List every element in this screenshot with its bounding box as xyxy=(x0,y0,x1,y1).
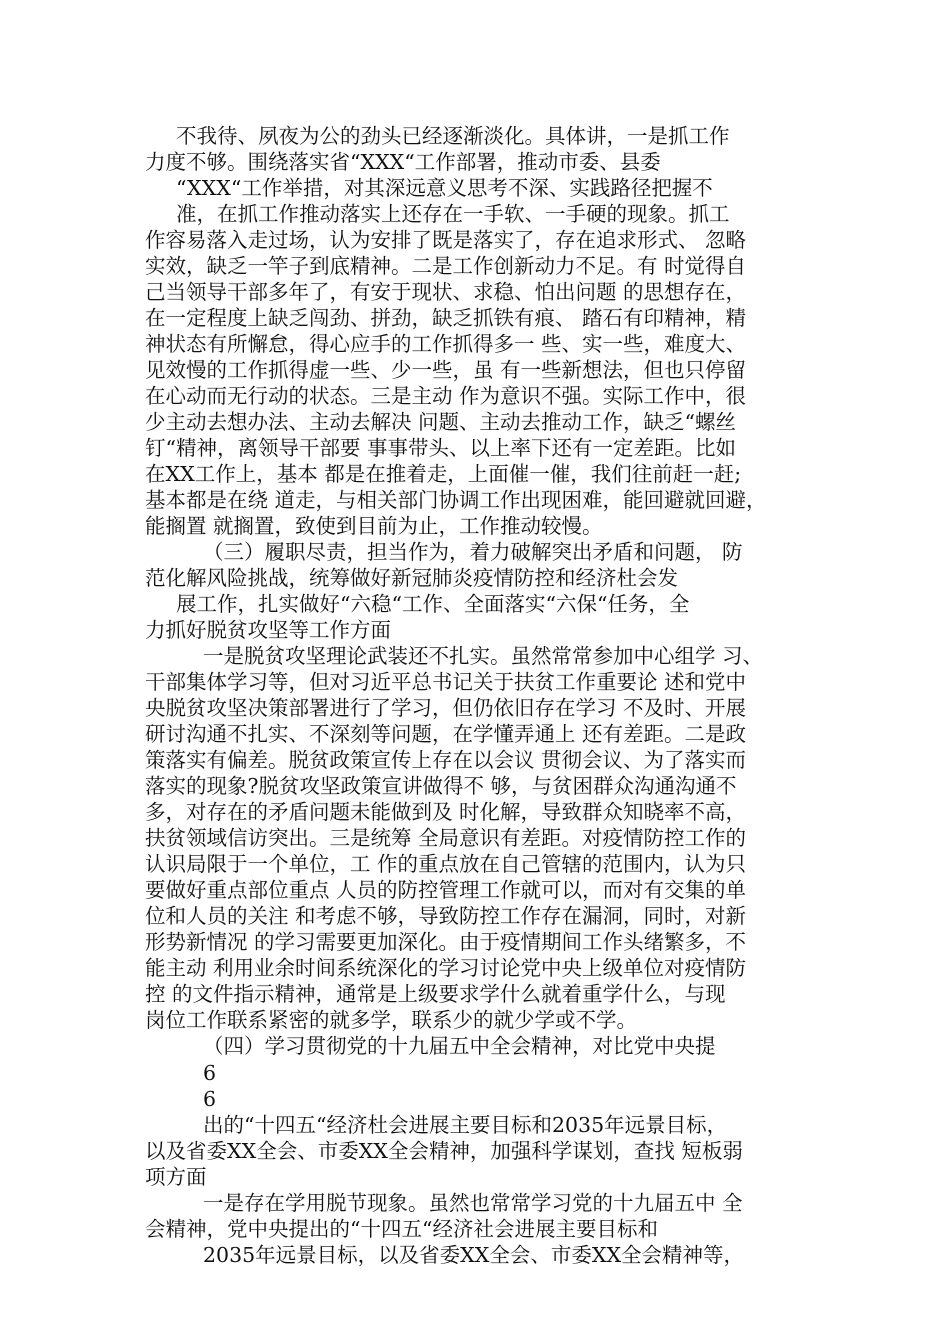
text-line: “XXX“工作举措，对其深远意义思考不深、实践路径把握不 xyxy=(176,176,713,200)
text-line: 己当领导干部多年了，有安于现状、求稳、怕出问题 的思想存在， xyxy=(145,280,747,304)
text-line: 不我待、夙夜为公的劲头已经逐渐淡化。具体讲，一是抓工作 xyxy=(176,124,730,148)
text-line: 力抓好脱贫攻坚等工作方面 xyxy=(145,618,391,642)
text-line: 在心动而无行动的状态。三是主动 作为意识不强。实际工作中，很 xyxy=(145,384,747,408)
text-line: 研讨沟通不扎实、不深刻等问题，在学懂弄通上 还有差距。二是政 xyxy=(145,722,747,746)
text-line: 一是存在学用脱节现象。虽然也常常学习党的十九届五中 全 xyxy=(203,1191,743,1215)
text-line: 能搁置 就搁置，致使到目前为止，工作推动较慢。 xyxy=(145,514,603,538)
text-line: 2035年远景目标，以及省委XX全会、市委XX全会精神等， xyxy=(203,1243,745,1267)
text-line: 策落实有偏差。脱贫政策宣传上存在以会议 贯彻会议、为了落实而 xyxy=(145,748,747,772)
text-line: 见效慢的工作抓得虚一些、少一些，虽 有一些新想法，但也只停留 xyxy=(145,358,747,382)
page-number: 6 xyxy=(203,1087,217,1111)
text-line: 实效，缺乏一竿子到底精神。二是工作创新动力不足。有 时觉得自 xyxy=(145,254,747,278)
text-line: 扶贫领域信访突出。三是统筹 全局意识有差距。对疫情防控工作的 xyxy=(145,826,747,850)
text-line: （三）履职尽责，担当作为，着力破解突出矛盾和问题， 防 xyxy=(203,540,743,564)
text-line: 在一定程度上缺乏闯劲、拼劲，缺乏抓铁有痕、 踏石有印精神，精 xyxy=(145,306,747,330)
text-line: 岗位工作联系紧密的就多学，联系少的就少学或不学。 xyxy=(145,1008,637,1032)
text-line: 控 的文件指示精神，通常是上级要求学什么就着重学什么，与现 xyxy=(145,982,726,1006)
text-line: 在XX工作上，基本 都是在推着走，上面催一催，我们往前赶一赶; xyxy=(145,462,742,486)
text-line: 干部集体学习等，但对习近平总书记关于扶贫工作重要论 述和党中 xyxy=(145,670,747,694)
text-line: 力度不够。围绕落实省“XXX“工作部署，推动市委、县委 xyxy=(145,150,661,174)
text-line: 位和人员的关注 和考虑不够，导致防控工作存在漏洞，同时，对新 xyxy=(145,904,747,928)
text-line: 落实的现象?脱贫攻坚政策宣讲做得不 够，与贫困群众沟通沟通不 xyxy=(145,774,737,798)
text-line: 基本都是在绕 道走，与相关部门协调工作出现困难，能回避就回避， xyxy=(145,488,767,512)
text-line: 央脱贫攻坚决策部署进行了学习，但仍依旧存在学习 不及时、开展 xyxy=(145,696,747,720)
page-number: 6 xyxy=(203,1061,217,1085)
text-line: 要做好重点部位重点 人员的防控管理工作就可以，而对有交集的单 xyxy=(145,878,747,902)
text-line: 神状态有所懈怠，得心应手的工作抓得多一 些、实一些，难度大、 xyxy=(145,332,747,356)
text-line: 范化解风险挑战，统筹做好新冠肺炎疫情防控和经济杜会发 xyxy=(145,566,678,590)
text-line: 作容易落入走过场，认为安排了既是落实了，存在追求形式、 忽略 xyxy=(145,228,747,252)
text-line: 一是脱贫攻坚理论武装还不扎实。虽然常常参加中心组学 习、 xyxy=(203,644,764,668)
text-line: 会精神，党中央提出的“十四五“经济社会进展主要目标和 xyxy=(145,1217,658,1241)
text-line: 钉“精神，离领导干部要 事事带头、以上率下还有一定差距。比如 xyxy=(145,436,736,460)
text-line: 能主动 利用业余时间系统深化的学习讨论党中央上级单位对疫情防 xyxy=(145,956,747,980)
text-line: 展工作，扎实做好“六稳“工作、全面落实“六保“任务，全 xyxy=(176,592,690,616)
text-line: （四）学习贯彻党的十九届五中全会精神，对比党中央提 xyxy=(203,1034,716,1058)
text-line: 认识局限于一个单位，工 作的重点放在自己管辖的范围内，认为只 xyxy=(145,852,747,876)
text-line: 形势新情况 的学习需要更加深化。由于疫情期间工作头绪繁多，不 xyxy=(145,930,747,954)
text-line: 准，在抓工作推动落实上还存在一手软、一手硬的现象。抓工 xyxy=(176,202,730,226)
text-line: 出的“十四五“经济杜会进展主要目标和2035年远景目标， xyxy=(203,1113,728,1137)
text-line: 多，对存在的矛盾问题未能做到及 时化解，导致群众知晓率不高， xyxy=(145,800,747,824)
text-line: 项方面 xyxy=(145,1165,207,1189)
text-line: 以及省委XX全会、市委XX全会精神，加强科学谋划，查找 短板弱 xyxy=(145,1139,743,1163)
text-line: 少主动去想办法、主动去解决 问题、主动去推动工作，缺乏“螺丝 xyxy=(145,410,736,434)
